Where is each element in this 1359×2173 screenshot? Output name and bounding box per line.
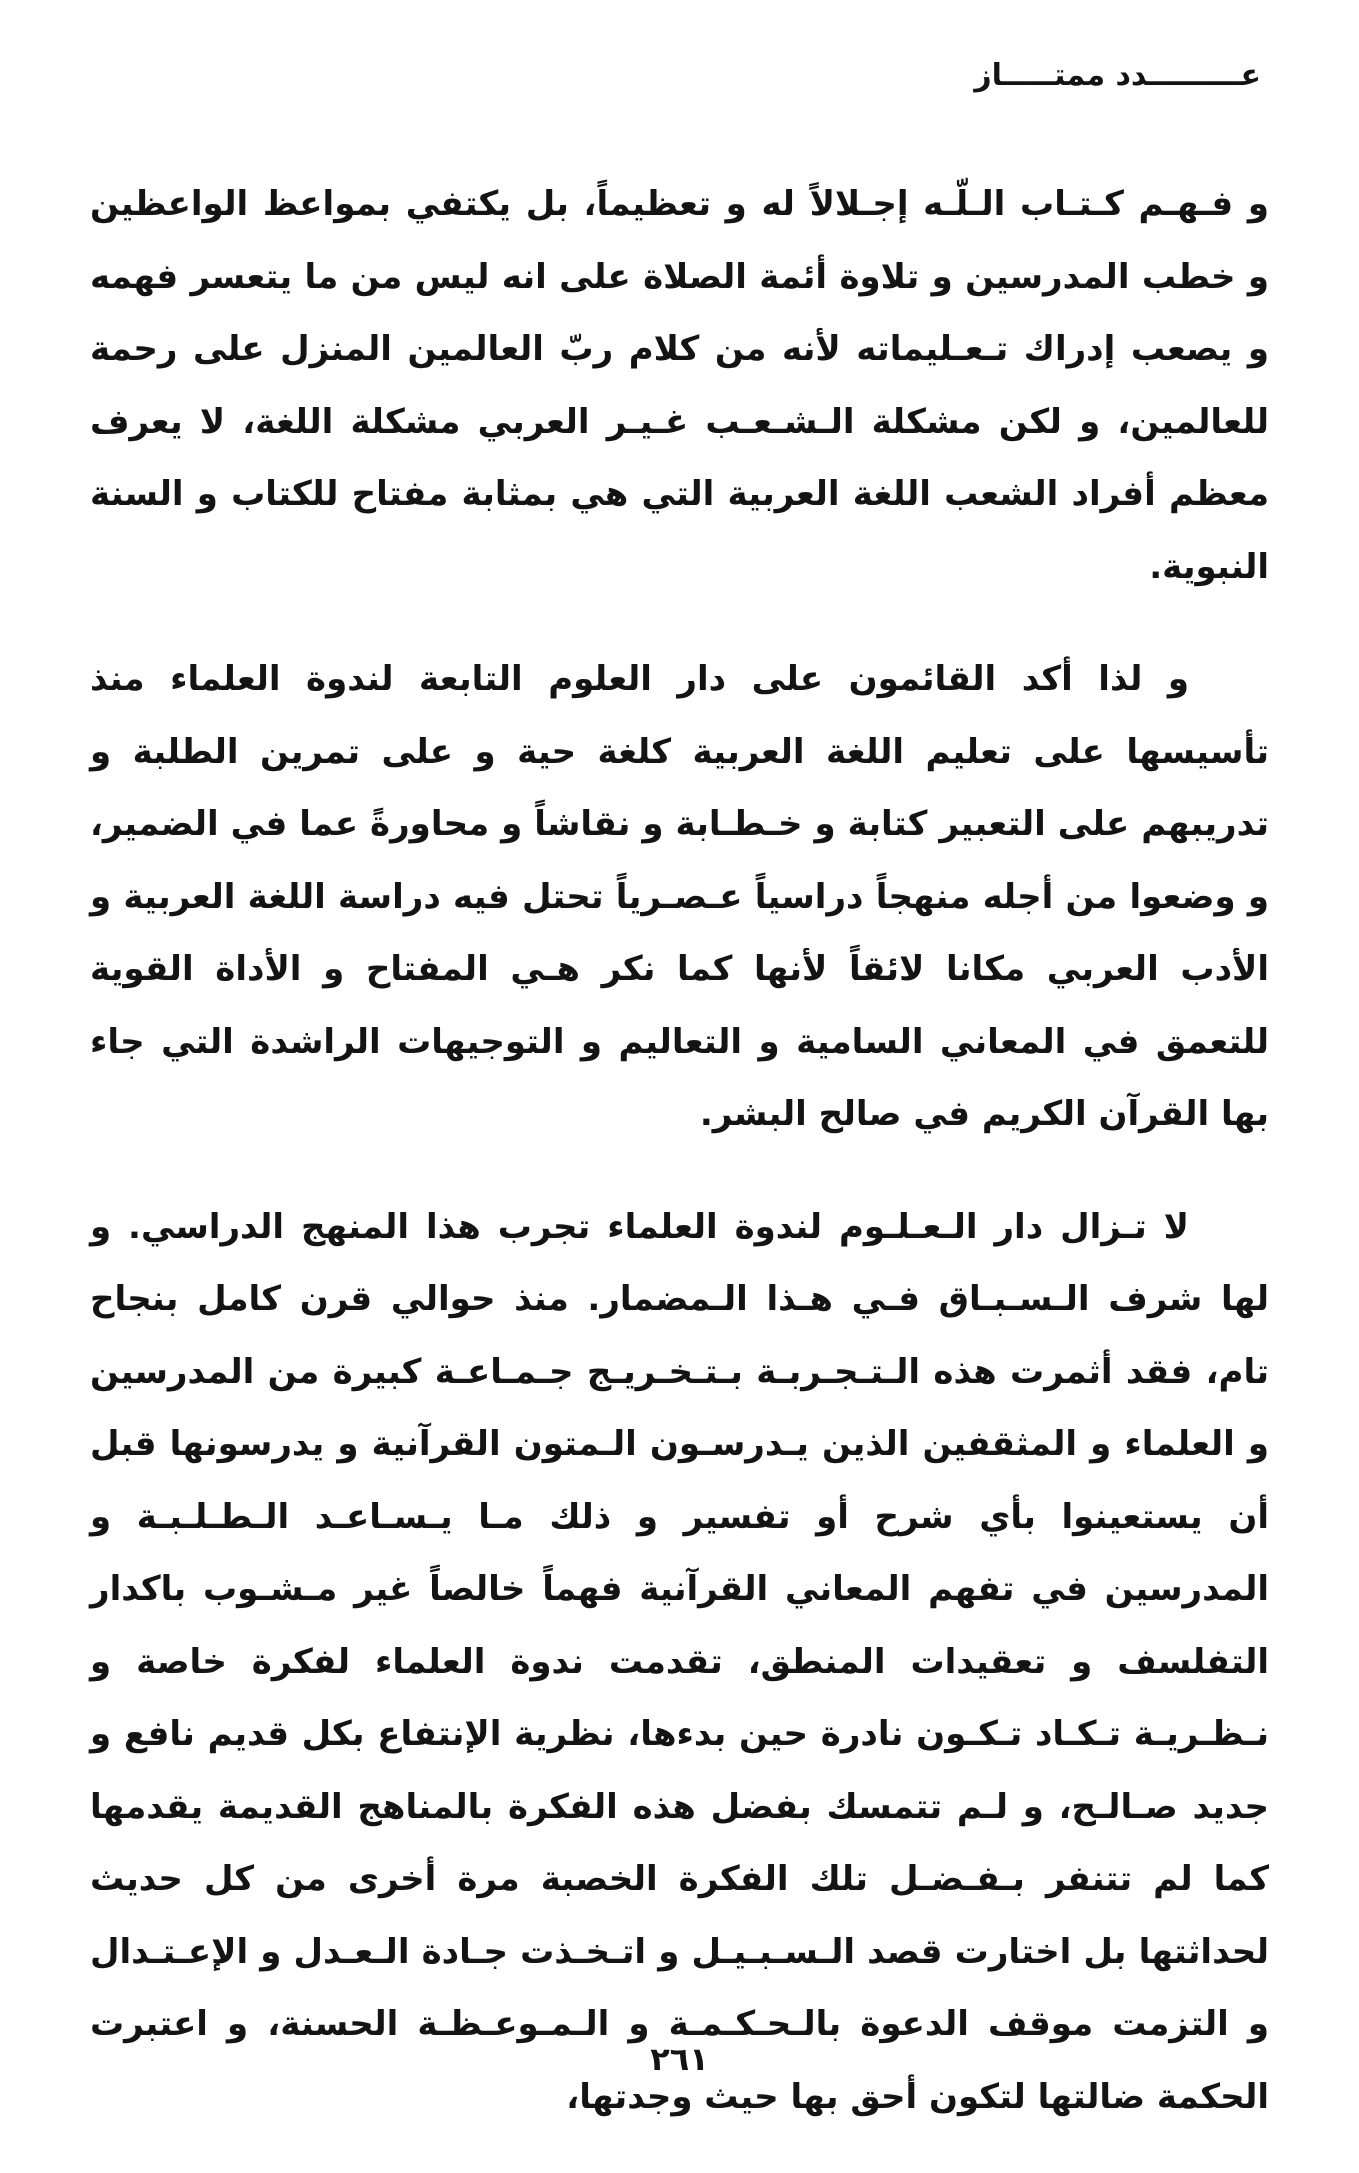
paragraph-3: لا تـزال دار الـعـلـوم لندوة العلماء تجرب هذا المنهج الدراسي. و لها شرف الـسـبـاق فـي هـذا الـمضمار. منذ حوالي قرن كامل بنجاح تام، فقد أثمرت هذه الـتـجـربـة بـتـخـريـج جـمـاعـة كبيرة من المدرسين و العلماء و المثقفين الذين يـدرسـون الـمتون القرآنية و يدرسونها قبل أن يستعينوا بأي شرح أو تفسير و ذلك مـا يـسـاعـد الـطـلـبـة و المدرسين في تفهم المعاني القرآنية فهماً خالصاً غير مـشـوب باكدار التفلسف و تعقيدات المنطق، تقدمت ندوة العلماء لفكرة خاصة و نـظـريـة تـكـاد تـكـون نادرة حين بدءها، نظرية الإنتفاع بكل قديم نافع و جديد صـالـح، و لـم تتمسك بفضل هذه الفكرة بالمناهج القديمة يقدمها كما لم تتنفر بـفـضـل تلك الفكرة الخصبة مرة أخرى من كل حديث لحداثتها بل اختارت قصد الـسـبـيـل و اتـخـذت جـادة الـعـدل و الإعـتـدال و التزمت موقف الدعوة بالـحـكـمـة و الـمـوعـظـة الحسنة، و اعتبرت الحكمة ضالتها لتكون أحق بها حيث وجدتها،	[90, 1206, 1269, 2117]
paragraph-1: و فـهـم كـتـاب الـلّـه إجـلالاً له و تعظيماً، بل يكتفي بمواعظ الواعظين و خطب المدرسين و تلاوة أئمة الصلاة على انه ليس من ما يتعسر فهمه و يصعب إدراك تـعـليماته لأنه من كلام ربّ العالمين المنزل على رحمة للعالمين، و لكن مشكلة الـشـعـب غـيـر العربي مشكلة اللغة، لا يعرف معظم أفراد الشعب اللغة العربية التي هي بمثابة مفتاح للكتاب و السنة النبوية.	[90, 184, 1269, 587]
page-number: ٢٦١	[650, 2040, 709, 2078]
running-header: عـــــــــدد ممتـــــاز	[974, 58, 1261, 93]
body-text	[90, 168, 1269, 2173]
paragraph-2: و لذا أكد القائمون على دار العلوم التابعة لندوة العلماء منذ تأسيسها على تعليم اللغة العربية كلغة حية و على تمرين الطلبة و تدريبهم على التعبير كتابة و خـطـابة و نقاشاً و محاورةً عما في الضمير، و وضعوا من أجله منهجاً دراسياً عـصـرياً تحتل فيه دراسة اللغة العربية و الأدب العربي مكانا لائقاً لأنها كما نكر هـي المفتاح و الأداة القوية للتعمق في المعاني السامية و التعاليم و التوجيهات الراشدة التي جاء بها القرآن الكريم في صالح البشر.	[90, 659, 1269, 1134]
